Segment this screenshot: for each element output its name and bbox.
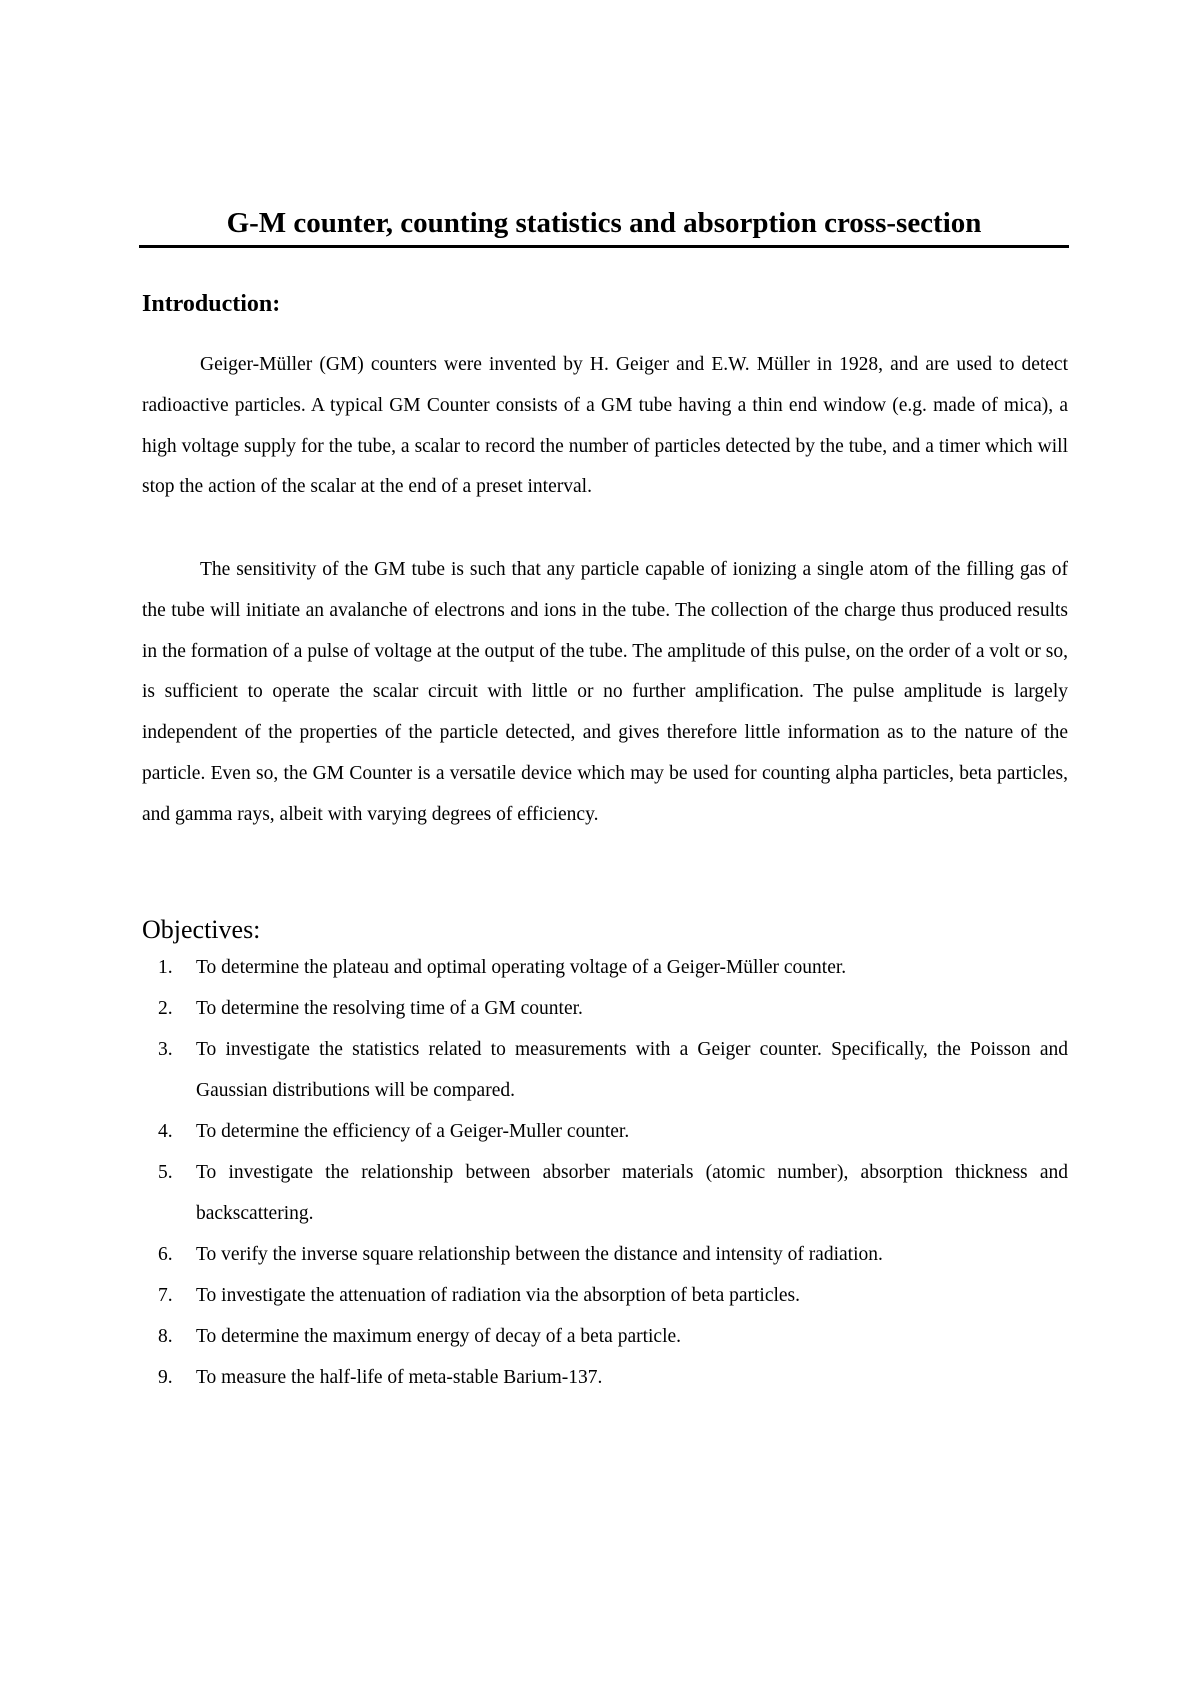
objective-number: 8.	[158, 1326, 173, 1347]
objective-item	[142, 1234, 1068, 1275]
objective-text: To investigate the attenuation of radiation via the absorption of beta particles.	[196, 1285, 801, 1306]
objective-number: 4.	[158, 1121, 173, 1142]
objective-number: 5.	[158, 1162, 173, 1183]
objective-number: 9.	[158, 1367, 173, 1388]
objective-item	[142, 1316, 1068, 1357]
objective-text: To investigate the relationship between absorber materials (atomic number), absorption thickness and backscattering.	[196, 1162, 1068, 1224]
objective-item	[142, 1111, 1068, 1152]
objective-number: 7.	[158, 1285, 173, 1306]
objective-item	[142, 1357, 1068, 1398]
objective-number: 3.	[158, 1039, 173, 1060]
objectives-list	[142, 947, 1068, 1398]
objective-text: To measure the half-life of meta-stable Barium-137.	[196, 1367, 603, 1388]
objective-text: To determine the plateau and optimal operating voltage of a Geiger-Müller counter.	[196, 957, 847, 978]
objective-item	[142, 947, 1068, 988]
objective-number: 6.	[158, 1244, 173, 1265]
objective-text: To verify the inverse square relationship between the distance and intensity of radiation.	[196, 1244, 883, 1265]
objective-item	[142, 988, 1068, 1029]
title-block	[139, 205, 1069, 248]
objective-text: To determine the maximum energy of decay of a beta particle.	[196, 1326, 682, 1347]
objective-text: To determine the efficiency of a Geiger-Muller counter.	[196, 1121, 630, 1142]
objective-item	[142, 1275, 1068, 1316]
objective-text: To investigate the statistics related to measurements with a Geiger counter. Specifically, the Poisson and Gaussian distributions will be compared.	[196, 1039, 1068, 1101]
introduction-paragraph-2: The sensitivity of the GM tube is such that any particle capable of ionizing a single atom of the filling gas of the tube will initiate an avalanche of electrons and ions in the tube. The collection of the charge thus produced results in the formation of a pulse of voltage at the output of the tube. The amplitude of this pulse, on the order of a volt or so, is sufficient to operate the scalar circuit with little or no further amplification. The pulse amplitude is largely independent of the properties of the particle detected, and gives therefore little information as to the nature of the particle. Even so, the GM Counter is a versatile device which may be used for counting alpha particles, beta particles, and gamma rays, albeit with varying degrees of efficiency.	[142, 559, 1068, 825]
objective-number: 2.	[158, 998, 173, 1019]
introduction-paragraph-1: Geiger-Müller (GM) counters were invented by H. Geiger and E.W. Müller in 1928, and are used to detect radioactive particles. A typical GM Counter consists of a GM tube having a thin end window (e.g. made of mica), a high voltage supply for the tube, a scalar to record the number of particles detected by the tube, and a timer which will stop the action of the scalar at the end of a preset interval.	[142, 354, 1068, 498]
objective-text: To determine the resolving time of a GM counter.	[196, 998, 583, 1019]
objective-item	[142, 1152, 1068, 1234]
objective-number: 1.	[158, 957, 173, 978]
objectives-heading: Objectives:	[142, 915, 261, 944]
objective-item	[142, 1029, 1068, 1111]
page-title: G-M counter, counting statistics and absorption cross-section	[226, 207, 982, 239]
introduction-heading: Introduction:	[142, 291, 281, 317]
